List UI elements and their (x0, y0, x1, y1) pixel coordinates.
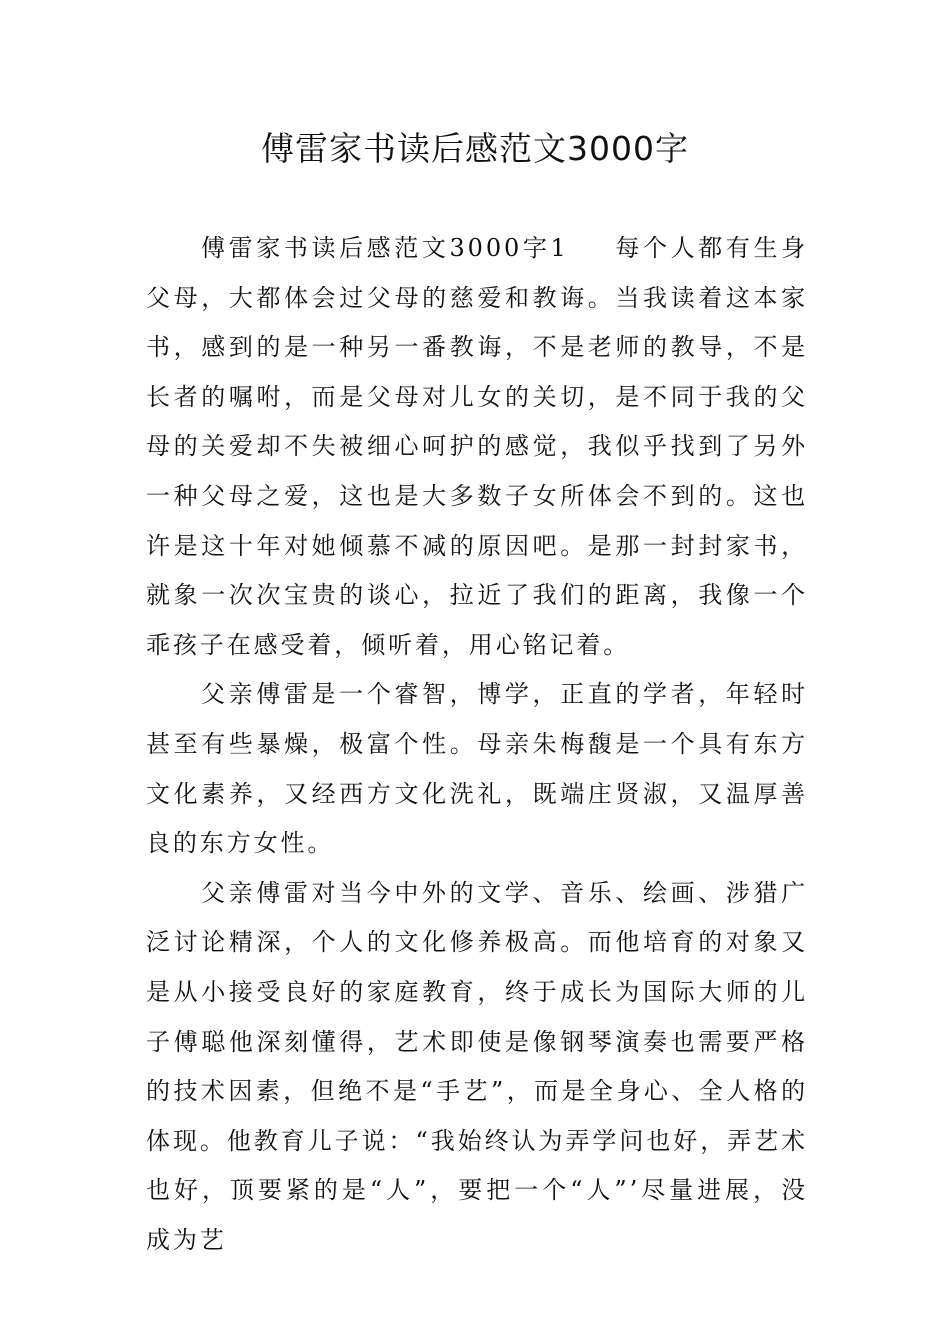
paragraph-3 (146, 869, 808, 1266)
paragraph-1 (146, 224, 808, 670)
paragraph-2 (146, 670, 808, 868)
document-body (146, 224, 808, 1265)
paragraph-3-text: 父亲傅雷对当今中外的文学、音乐、绘画、涉猎广泛讨论精深，个人的文化修养极高。而他培育的对象又是从小接受良好的家庭教育，终于成长为国际大师的儿子傅聪他深刻懂得，艺术即使是像钢琴演奏也需要严格的技术因素，但绝不是“手艺”，而是全身心、全人格的体现。他教育儿子说：“我始终认为弄学问也好，弄艺术也好，顶要紧的是“人”，要把一个“人”’尽量进展，没成为艺 (146, 878, 808, 1254)
paragraph-2-text: 父亲傅雷是一个睿智，博学，正直的学者，年轻时甚至有些暴燥，极富个性。母亲朱梅馥是一个具有东方文化素养，又经西方文化洗礼，既端庄贤淑，又温厚善良的东方女性。 (146, 680, 808, 858)
paragraph-1-heading: 傅雷家书读后感范文3000字1 (201, 234, 569, 262)
paragraph-1-text: 每个人都有生身父母，大都体会过父母的慈爱和教诲。当我读着这本家书，感到的是一种另一番教诲，不是老师的教导，不是长者的嘱咐，而是父母对儿女的关切，是不同于我的父母的关爱却不失被细心呵护的感觉，我似乎找到了另外一种父母之爱，这也是大多数子女所体会不到的。这也许是这十年对她倾慕不减的原因吧。是那一封封家书，就象一次次宝贵的谈心，拉近了我们的距离，我像一个乖孩子在感受着，倾听着，用心铭记着。 (146, 234, 808, 659)
document-title: 傅雷家书读后感范文3000字 (261, 129, 689, 168)
